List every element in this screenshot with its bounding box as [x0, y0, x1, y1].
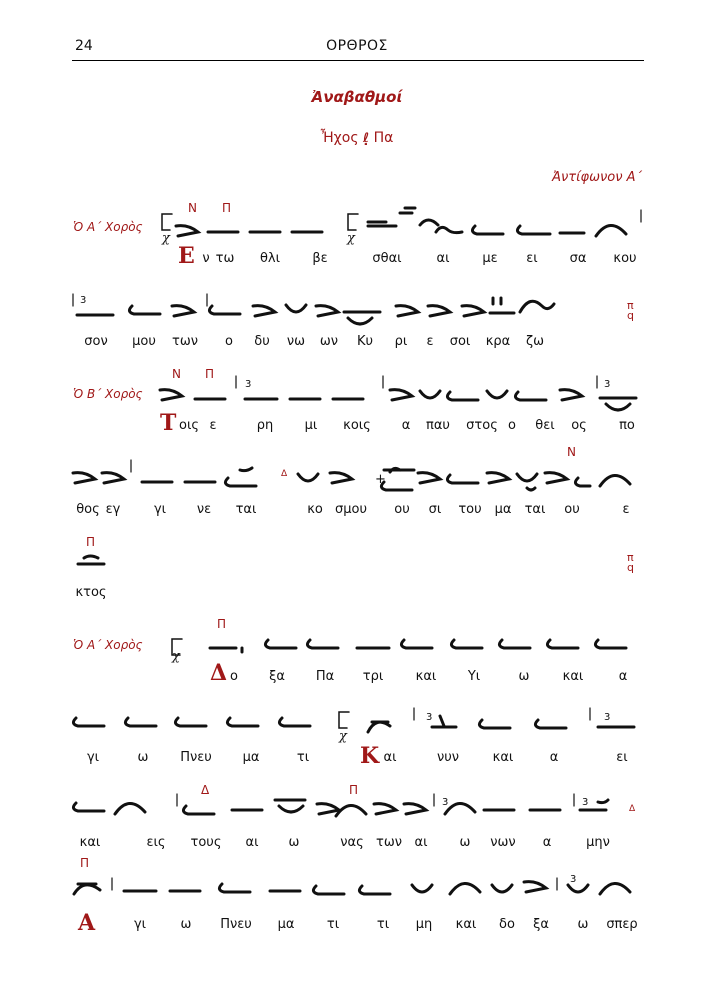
- lyric-syllable: εγ: [105, 502, 121, 517]
- page-number: 24: [75, 38, 93, 54]
- lyric-syllable: και: [79, 835, 101, 850]
- lyric-syllable: θος: [76, 502, 100, 517]
- lyric-syllable: ξα: [269, 669, 285, 684]
- choir-label-1: Ὁ Α΄ Χορὸς: [73, 220, 143, 234]
- lyric-syllable: νυν: [436, 750, 460, 765]
- neume-row-8: [73, 794, 608, 816]
- lyric-syllable: ει: [526, 251, 538, 266]
- lyric-syllable: νας: [340, 835, 364, 850]
- lyric-syllable: τους: [190, 835, 222, 850]
- lyric-syllable: ει: [616, 750, 628, 765]
- lyric-syllable: αι: [414, 835, 428, 850]
- lyric-syllable: και: [562, 669, 584, 684]
- lyric-syllable: οις: [179, 418, 199, 433]
- echos-signature-icon: ℓ̣: [363, 131, 370, 146]
- martyria-pa-icon: π q: [627, 551, 634, 574]
- lyric-syllable: ξα: [533, 917, 549, 932]
- lyric-syllable: ται: [235, 502, 257, 517]
- lyric-syllable: κο: [307, 502, 323, 517]
- lyric-syllable: αι: [436, 251, 450, 266]
- svg-text:+: +: [375, 472, 386, 487]
- running-header: ΟΡΘΡΟΣ: [326, 38, 388, 54]
- drop-cap-2: Τ: [160, 410, 177, 436]
- neume-row-6: [210, 640, 626, 652]
- lyric-syllable: θει: [535, 418, 555, 433]
- neume-row-3: [160, 376, 636, 410]
- lyric-syllable: θλι: [259, 251, 281, 266]
- lyric-syllable: σμου: [335, 502, 367, 517]
- choir-label-2: Ὁ Β΄ Χορὸς: [73, 387, 143, 401]
- lyric-syllable: ε: [426, 334, 434, 349]
- lyric-syllable: σα: [569, 251, 587, 266]
- lyric-syllable: σθαι: [372, 251, 402, 266]
- svg-text:3: 3: [245, 379, 252, 390]
- lyric-syllable: Κυ: [356, 334, 374, 349]
- lyric-syllable: με: [482, 251, 498, 266]
- svg-text:3: 3: [604, 712, 611, 723]
- martyria-mark: Ν: [172, 367, 181, 381]
- lyric-syllable: του: [458, 502, 482, 517]
- lyric-syllable: βε: [312, 251, 328, 266]
- lyric-syllable: τι: [326, 917, 340, 932]
- lyric-syllable: ε: [622, 502, 630, 517]
- lyric-syllable: ω: [180, 917, 192, 932]
- lyric-syllable: ο: [230, 669, 238, 684]
- lyric-syllable: ων: [319, 334, 339, 349]
- lyric-syllable: κου: [613, 251, 637, 266]
- lyric-syllable: ω: [577, 917, 589, 932]
- lyric-syllable: και: [415, 669, 437, 684]
- lyric-syllable: ω: [459, 835, 471, 850]
- lyric-syllable: νων: [490, 835, 516, 850]
- lyric-syllable: ε: [209, 418, 217, 433]
- svg-text:3: 3: [604, 379, 611, 390]
- lyric-syllable: στος: [466, 418, 498, 433]
- martyria-mark: Δ: [281, 469, 288, 479]
- lyric-syllable: σπερ: [606, 917, 638, 932]
- lyric-syllable: και: [455, 917, 477, 932]
- neume-row-2: [73, 294, 554, 324]
- lyric-syllable: σοι: [449, 334, 471, 349]
- martyria-mark: Δ: [629, 804, 636, 814]
- lyric-syllable: α: [549, 750, 559, 765]
- svg-text:3: 3: [426, 712, 433, 723]
- lyric-syllable: Πνευ: [180, 750, 212, 765]
- lyric-syllable: μα: [277, 917, 295, 932]
- neume-row-1: [176, 208, 641, 236]
- lyric-syllable: γι: [153, 502, 167, 517]
- echos-label: Ἦχος: [320, 130, 359, 146]
- lyric-syllable: μα: [494, 502, 512, 517]
- lyric-syllable: τι: [376, 917, 390, 932]
- svg-text:χ: χ: [162, 231, 170, 246]
- martyria-mark: Π: [349, 783, 359, 797]
- martyria-mark: Π: [80, 856, 90, 870]
- ison-bracket-icon: [339, 712, 349, 728]
- lyric-syllable: μι: [304, 418, 318, 433]
- lyric-syllable: ο: [225, 334, 233, 349]
- lyric-syllable: Πα: [315, 669, 335, 684]
- drop-cap-5: Α: [78, 910, 96, 936]
- choir-label-3: Ὁ Α΄ Χορὸς: [73, 638, 143, 652]
- lyric-syllable: ω: [518, 669, 530, 684]
- neume-row-7: [73, 708, 634, 732]
- neume-row-4: [73, 460, 630, 490]
- lyric-syllable: νω: [286, 334, 306, 349]
- svg-text:χ: χ: [339, 729, 347, 744]
- martyria-mark: Π: [217, 617, 227, 631]
- lyric-syllable: αι: [383, 750, 397, 765]
- neume-row-9: [74, 874, 630, 894]
- martyria-mark: Π: [86, 535, 96, 549]
- lyric-syllable: δυ: [254, 334, 270, 349]
- svg-text:χ: χ: [347, 231, 355, 246]
- lyric-syllable: αι: [245, 835, 259, 850]
- lyric-syllable: μην: [586, 835, 610, 850]
- martyria-mark: Δ: [201, 783, 210, 797]
- svg-text:χ: χ: [172, 649, 180, 664]
- lyric-syllable: α: [542, 835, 552, 850]
- lyric-syllable: δο: [499, 917, 515, 932]
- ison-bracket-icon: [162, 214, 172, 230]
- drop-cap-3: Δ: [210, 660, 228, 686]
- echos-mode: Πα: [373, 130, 394, 146]
- lyric-syllable: ου: [564, 502, 580, 517]
- lyric-syllable: ω: [137, 750, 149, 765]
- lyric-syllable: Πνευ: [220, 917, 252, 932]
- lyric-syllable: Υι: [467, 669, 481, 684]
- lyric-syllable: ος: [571, 418, 587, 433]
- lyric-syllable: ο: [508, 418, 516, 433]
- svg-text:3: 3: [80, 295, 87, 306]
- lyric-syllable: σον: [84, 334, 108, 349]
- martyria-mark: Π: [222, 201, 232, 215]
- lyric-syllable: παυ: [426, 418, 450, 433]
- lyric-syllable: γι: [133, 917, 147, 932]
- lyric-syllable: των: [172, 334, 198, 349]
- lyric-syllable: γι: [86, 750, 100, 765]
- antiphon-label: Ἀντίφωνον Α΄: [552, 170, 642, 185]
- lyric-syllable: μου: [132, 334, 156, 349]
- lyric-syllable: ρη: [256, 418, 274, 433]
- lyric-syllable: τι: [296, 750, 310, 765]
- ison-bracket-icon: [348, 214, 358, 230]
- lyric-syllable: νε: [196, 502, 212, 517]
- lyric-syllable: των: [376, 835, 402, 850]
- svg-text:3: 3: [582, 797, 589, 808]
- lyric-syllable: ω: [288, 835, 300, 850]
- martyria-mark: Ν: [567, 445, 576, 459]
- lyric-syllable: σι: [428, 502, 442, 517]
- lyric-syllable: μη: [415, 917, 433, 932]
- lyric-syllable: α: [618, 669, 628, 684]
- svg-text:3: 3: [570, 874, 577, 885]
- lyric-syllable: πο: [619, 418, 635, 433]
- martyria-mark: Π: [205, 367, 215, 381]
- lyric-syllable: ρι: [394, 334, 408, 349]
- lyric-syllable: και: [492, 750, 514, 765]
- lyric-syllable: κτος: [75, 585, 107, 600]
- drop-cap-1: Ε: [178, 243, 195, 269]
- lyric-syllable: ται: [524, 502, 546, 517]
- lyric-syllable: ν: [202, 251, 210, 266]
- lyric-syllable: κρα: [485, 334, 511, 349]
- lyric-syllable: α: [401, 418, 411, 433]
- lyric-syllable: τω: [215, 251, 235, 266]
- lyric-syllable: κοις: [343, 418, 371, 433]
- neume-row-5: [78, 556, 104, 564]
- lyric-syllable: εις: [146, 835, 166, 850]
- lyric-syllable: μα: [242, 750, 260, 765]
- section-title: Ἀναβαθμοί: [311, 88, 403, 106]
- drop-cap-4: Κ: [360, 743, 380, 769]
- martyria-mark: Ν: [188, 201, 197, 215]
- martyria-pa-icon: π q: [627, 299, 634, 322]
- lyric-syllable: τρι: [362, 669, 384, 684]
- svg-text:3: 3: [442, 797, 449, 808]
- lyric-syllable: ου: [394, 502, 410, 517]
- lyric-syllable: ζω: [526, 334, 544, 349]
